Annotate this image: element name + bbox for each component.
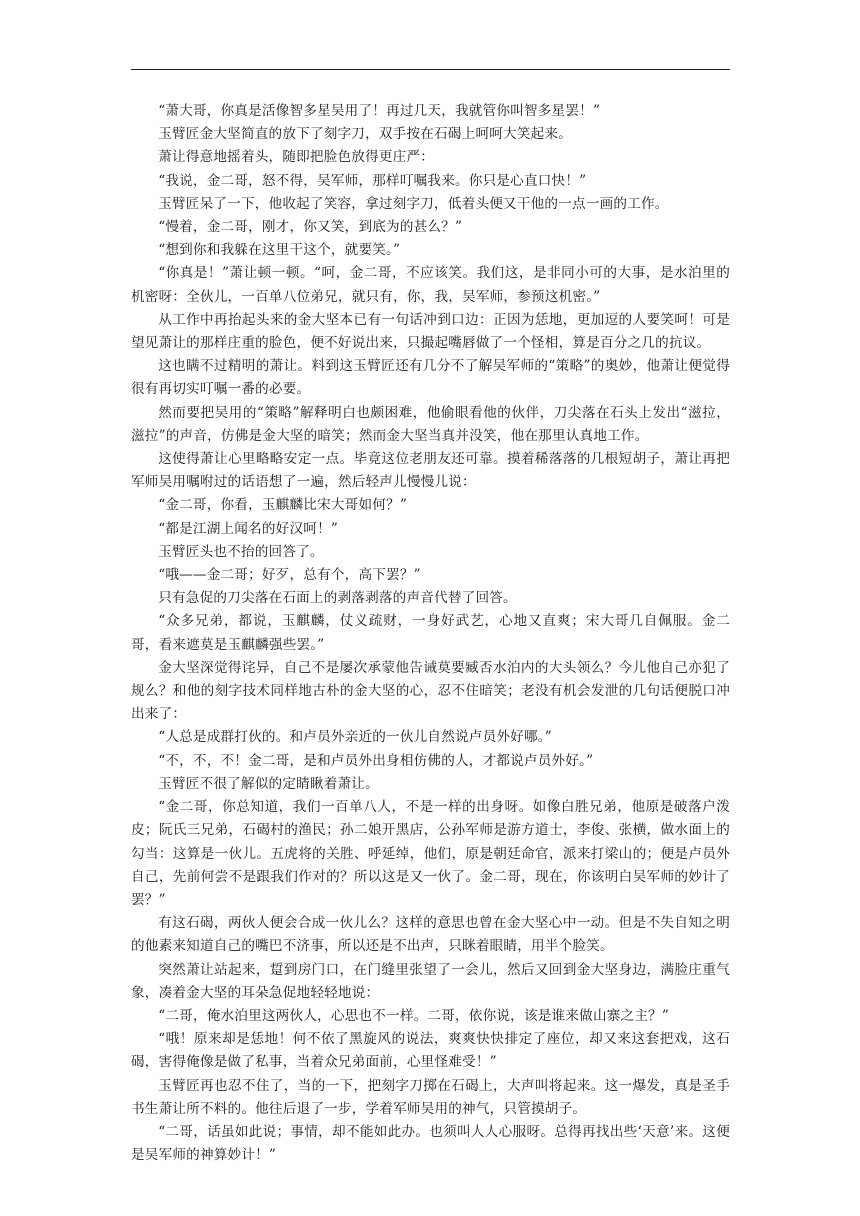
paragraph: “哦——金二哥；好歹，总有个，高下罢？” xyxy=(158,567,421,584)
paragraph: 玉臂匠再也忍不住了，当的一下，把刻字刀掷在石碣上，大声叫将起来。这一爆发，真是圣手书生萧让所不料的。他往后退了一步，学着军师吴用的神气，只管摸胡子。 xyxy=(131,1077,730,1117)
paragraph: “我说，金二哥，怒不得，吴军师，那样叮嘱我来。你只是心直口快！” xyxy=(158,172,587,189)
paragraph: “慢着，金二哥，刚才，你又笑，到底为的甚么？” xyxy=(158,219,463,236)
paragraph: “金二哥，你总知道，我们一百单八人，不是一样的出身呀。如像白胜兄弟，他原是破落户泼皮；阮氏三兄弟，石碣村的渔民；孙二娘开黑店，公孙军师是游方道士，李俊、张横，做水面上的勾当：这算是一伙儿。五虎将的关胜、呼延绰，他们，原是朝廷命官，派来打梁山的；便是卢员外自己，先前何尝不是跟我们作对的？所以这是又一伙了。金二哥，现在，你该明白吴军师的妙计了罢？” xyxy=(131,799,730,908)
paragraph: 从工作中再抬起头来的金大坚本已有一句话冲到口边：正因为恁地，更加逗的人要笑呵！可是望见萧让的那样庄重的脸色，便不好说出来，只撮起嘴唇做了一个怪相，算是百分之几的抗议。 xyxy=(131,311,730,352)
paragraph: 金大坚深觉得诧异，自己不是屡次承蒙他告诫莫要臧否水泊内的大头领么？今儿他自己亦犯了规么？和他的刻字技术同样地古朴的金大坚的心，忍不住暗笑；老没有机会发泄的几句话便脱口冲出来了： xyxy=(131,659,730,723)
paragraph: 有这石碣，两伙人便会合成一伙儿么？这样的意思也曾在金大坚心中一动。但是不失自知之明的他素来知道自己的嘴巴不济事，所以还是不出声，只眯着眼睛，用半个脸笑。 xyxy=(131,915,730,955)
paragraph: 突然萧让站起来，踅到房门口，在门缝里张望了一会儿，然后又回到金大坚身边，满脸庄重气象，凑着金大坚的耳朵急促地轻轻地说： xyxy=(131,961,730,1001)
header-rule xyxy=(131,69,730,70)
paragraph: “金二哥，你看，玉麒麟比宋大哥如何？” xyxy=(158,497,407,514)
paragraph: “不，不，不！金二哥，是和卢员外出身相仿佛的人，才都说卢员外好。” xyxy=(158,752,594,769)
paragraph: “都是江湖上闻名的好汉呵！” xyxy=(158,520,339,537)
paragraph: 玉臂匠金大坚简直的放下了刻字刀，双手按在石碣上呵呵大笑起来。 xyxy=(158,126,572,143)
body-text xyxy=(131,100,730,1167)
paragraph: 玉臂匠不很了解似的定睛瞅着萧让。 xyxy=(158,775,379,792)
paragraph: 萧让得意地摇着头，随即把脸色放得更庄严： xyxy=(158,149,435,166)
paragraph: 玉臂匠头也不抬的回答了。 xyxy=(158,543,324,560)
paragraph: “想到你和我躲在这里干这个，就要笑。” xyxy=(158,242,401,259)
paragraph: 这使得萧让心里略略安定一点。毕竟这位老朋友还可靠。摸着稀落落的几根短胡子，萧让再把军师吴用嘱咐过的话语想了一遍，然后轻声儿慢慢儿说： xyxy=(131,451,730,491)
paragraph: “二哥，俺水泊里这两伙人，心思也不一样。二哥，依你说，该是谁来做山寨之主？” xyxy=(158,1007,670,1024)
paragraph: “哦！原来却是恁地！何不依了黑旋风的说法，爽爽快快排定了座位，却又来这套把戏，这石碣，害得俺像是做了私事，当着众兄弟面前，心里怪难受！” xyxy=(131,1031,730,1071)
paragraph: 玉臂匠呆了一下，他收起了笑容，拿过刻字刀，低着头便又干他的一点一画的工作。 xyxy=(158,195,669,212)
paragraph: 只有急促的刀尖落在石面上的剥落剥落的声音代替了回答。 xyxy=(158,590,517,607)
paragraph: “你真是！”萧让顿一顿。“呵，金二哥，不应该笑。我们这，是非同小可的大事，是水泊里的机密呀：全伙儿，一百单八位弟兄，就只有，你，我，吴军师，参预这机密。” xyxy=(131,265,730,305)
paragraph: “二哥，话虽如此说；事情，却不能如此办。也须叫人人心服呀。总得再找出些‘天意’来。这便是吴军师的神算妙计！” xyxy=(131,1123,730,1164)
paragraph: “人总是成群打伙的。和卢员外亲近的一伙儿自然说卢员外好哪。” xyxy=(158,729,552,746)
paragraph: 然而要把吴用的“策略”解释明白也颇困难，他偷眼看他的伙伴，刀尖落在石头上发出“滋拉，滋拉”的声音，仿佛是金大坚的暗笑；然而金大坚当真并没笑，他在那里认真地工作。 xyxy=(131,404,730,444)
paragraph: “众多兄弟，都说，玉麒麟，仗义疏财，一身好武艺，心地又直爽；宋大哥几自佩服。金二哥，看来遮莫是玉麒麟强些罢。” xyxy=(131,613,730,653)
paragraph: 这也瞒不过精明的萧让。料到这玉臂匠还有几分不了解吴军师的“策略”的奥妙，他萧让便觉得很有再切实叮嘱一番的必要。 xyxy=(131,358,730,398)
paragraph: “萧大哥，你真是活像智多星吴用了！再过几天，我就管你叫智多星罢！” xyxy=(158,103,601,119)
